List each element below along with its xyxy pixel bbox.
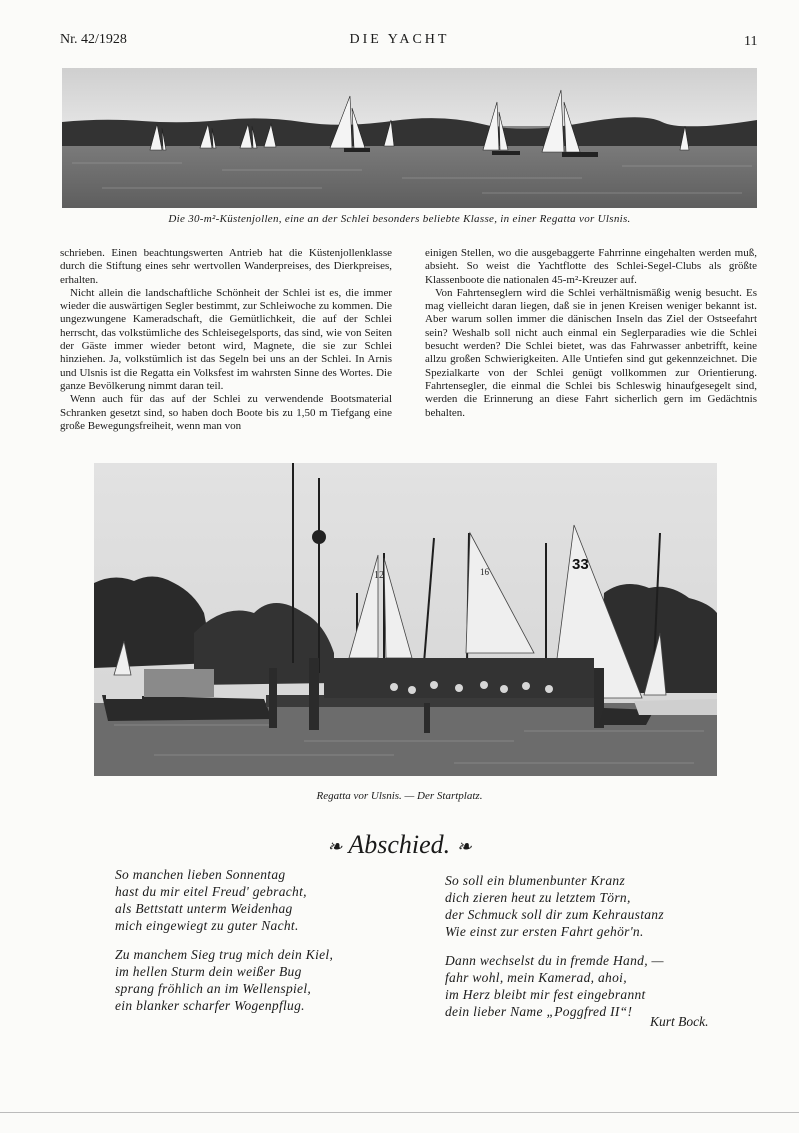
poem-line: So manchen lieben Sonnentag <box>115 867 286 882</box>
photo-caption: Die 30-m²-Küstenjollen, eine an der Schlei besonders beliebte Klasse, in einer Regatta vor Ulsnis. <box>168 213 631 225</box>
photo-caption: Regatta vor Ulsnis. — Der Startplatz. <box>316 790 483 802</box>
regatta-photo <box>62 68 757 208</box>
article-column-left <box>60 247 392 433</box>
ornament-icon: ❧ <box>327 836 343 857</box>
poem-line: im Herz bleibt mir fest eingebrannt <box>445 987 646 1002</box>
sail-number-33: 33 <box>572 556 589 573</box>
poem-line: im hellen Sturm dein weißer Bug <box>115 964 302 979</box>
poem-line: dich zieren heut zu letztem Törn, <box>445 890 631 905</box>
article-column-right <box>425 247 757 420</box>
poem-stanza <box>115 946 333 1014</box>
paragraph: schrieben. Einen beachtungswerten Antrieb hat die Küstenjollenklasse durch die Stiftung eines sehr wertvollen Wanderpreises, des Dierkpreises, erhalten. <box>60 247 392 286</box>
page-bottom-rule <box>0 1112 799 1113</box>
paragraph: Nicht allein die landschaftliche Schönheit der Schlei ist es, die immer wieder die auswärtigen Segler bestimmt, zur Schleiwoche zu kommen. Die ungezwungene Kameradschaft, die Gemütlichkeit, die auf der Schlei herrscht, das volkstümliche des Schleisegelsports, das sind, wie von Seiten der Gäste immer wieder betont wird, Magnete, die sie zur Schlei hinziehen. Ja, volkstümlich ist das Segeln bei uns an der Schlei. In Arnis und Ulsnis ist die Regatta ein Volksfest im wahrsten Sinne des Wortes. Die ganze Bevölkerung nimmt daran teil. <box>60 286 392 392</box>
poem-title-text: Abschied. <box>348 830 451 859</box>
poem-line: Dann wechselst du in fremde Hand, — <box>445 953 664 968</box>
poem-line: mich eingewiegt zu guter Nacht. <box>115 918 299 933</box>
poem-stanza <box>445 952 664 1020</box>
paragraph: Von Fahrtenseglern wird die Schlei verhältnismäßig wenig besucht. Es mag vielleicht daran liegen, daß sie in jenen Kreisen weniger bekannt ist. Aber warum sollen immer die dänischen Inseln das Ziel der Ostseefahrt sein? Weshalb soll nicht auch einmal ein Seglerparadies wie die Schlei besucht werden? Die Schlei bietet, was das Fahrwasser anbetrifft, keine allzu großen Schwierigkeiten. Alle Untiefen sind gut gekennzeichnet. Die Spezialkarte von der Schlei genügt vollkommen zur Orientierung. Fahrtensegler, die einmal die Schlei bis Schleswig hinaufgesegelt sind, werden die Erinnerung an diese Fahrt sicherlich gern im Gedächtnis behalten. <box>425 286 757 419</box>
sail-number-12: 12 <box>374 570 384 581</box>
start-place-photo <box>94 463 717 776</box>
poem-line: ein blanker scharfer Wogenpflug. <box>115 998 305 1013</box>
journal-title: DIE YACHT <box>349 32 450 47</box>
poem-line: der Schmuck soll dir zum Kehraustanz <box>445 907 664 922</box>
ornament-icon: ❧ <box>456 836 472 857</box>
page-number: 11 <box>744 34 758 49</box>
poem-line: Zu manchem Sieg trug mich dein Kiel, <box>115 947 334 962</box>
poem-line: als Bettstatt unterm Weidenhag <box>115 901 293 916</box>
poem-line: dein lieber Name „Poggfred II“! <box>445 1004 633 1019</box>
poem-title <box>0 830 799 860</box>
paragraph: Wenn auch für das auf der Schlei zu verwendende Bootsmaterial Schranken gesetzt sind, so haben doch Boote bis zu 1,50 m Tiefgang eine große Bewegungsfreiheit, wenn man von <box>60 393 392 432</box>
poem-line: fahr wohl, mein Kamerad, ahoi, <box>445 970 627 985</box>
poem-line: sprang fröhlich an im Wellenspiel, <box>115 981 312 996</box>
poem-stanza <box>445 872 664 940</box>
poem-line: hast du mir eitel Freud' gebracht, <box>115 884 307 899</box>
poem-author: Kurt Bock. <box>650 1014 709 1029</box>
regatta-photo-image <box>62 68 757 208</box>
poem-stanza <box>115 866 307 934</box>
issue-number: Nr. 42/1928 <box>60 32 127 47</box>
sail-number-16: 16 <box>480 567 489 577</box>
start-place-photo-image <box>94 463 717 776</box>
paragraph: einigen Stellen, wo die ausgebaggerte Fahrrinne eingehalten werden muß, absieht. So weist die Yachtflotte des Schlei-Segel-Clubs als größte Klassenboote die nationalen 45-m²-Kreuzer auf. <box>425 247 757 286</box>
poem-line: So soll ein blumenbunter Kranz <box>445 873 625 888</box>
poem-line: Wie einst zur ersten Fahrt gehör'n. <box>445 924 644 939</box>
